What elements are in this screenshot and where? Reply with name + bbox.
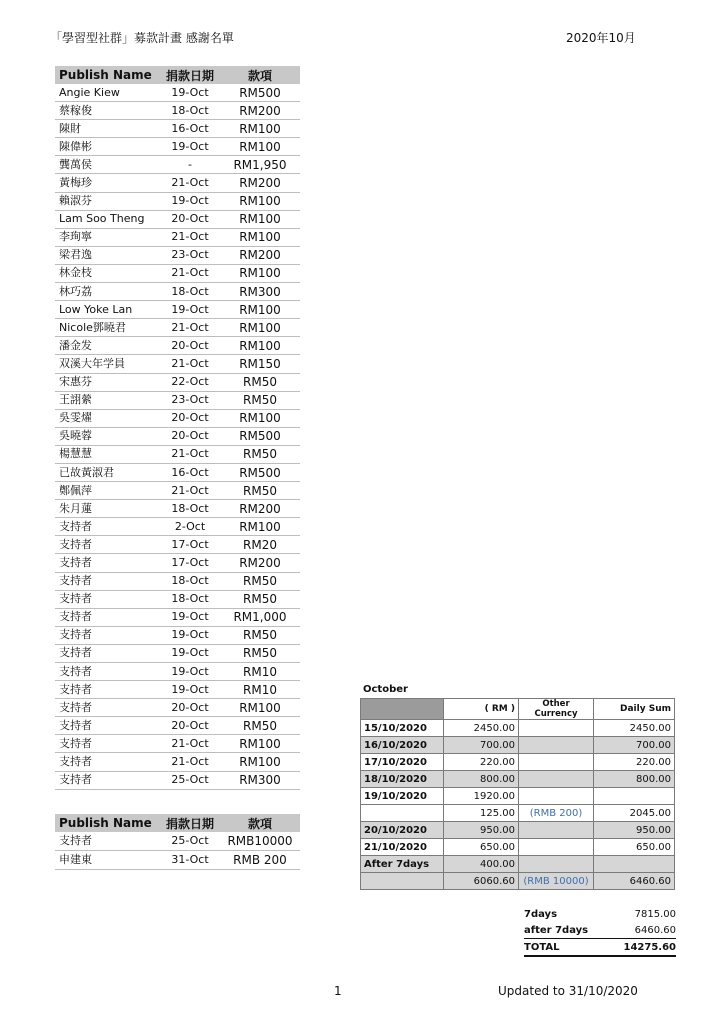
donation-date: 25-Oct bbox=[160, 832, 220, 851]
donor-name: 双溪大年学員 bbox=[55, 355, 160, 373]
donation-date: 20-Oct bbox=[160, 337, 220, 355]
donation-amount: RMB10000 bbox=[220, 832, 300, 851]
donation-date: 19-Oct bbox=[160, 84, 220, 102]
table-row bbox=[55, 608, 300, 626]
donor-name: 支持者 bbox=[55, 518, 160, 536]
donation-date: 19-Oct bbox=[160, 663, 220, 681]
daily-other-currency bbox=[519, 754, 594, 771]
donor-name: 支持者 bbox=[55, 735, 160, 753]
donor-name: 龔萬侯 bbox=[55, 156, 160, 174]
donation-date: 21-Oct bbox=[160, 735, 220, 753]
donation-amount: RM100 bbox=[220, 699, 300, 717]
donation-amount: RM1,000 bbox=[220, 608, 300, 626]
donation-amount: RM300 bbox=[220, 771, 300, 789]
donation-amount: RM150 bbox=[220, 355, 300, 373]
donor-name: 梁君逸 bbox=[55, 246, 160, 264]
table-row bbox=[55, 663, 300, 681]
donation-amount: RM300 bbox=[220, 283, 300, 301]
daily-rm: 125.00 bbox=[444, 805, 519, 822]
table-row bbox=[55, 572, 300, 590]
summary-row bbox=[524, 906, 676, 922]
col-header-date bbox=[361, 699, 444, 720]
donor-name: 潘金发 bbox=[55, 337, 160, 355]
daily-other-currency bbox=[519, 720, 594, 737]
table-row bbox=[55, 536, 300, 554]
daily-rm: 220.00 bbox=[444, 754, 519, 771]
summary-value: 6460.60 bbox=[596, 922, 676, 939]
donation-date: 21-Oct bbox=[160, 264, 220, 282]
table-row bbox=[55, 644, 300, 662]
table-row bbox=[55, 409, 300, 427]
donation-date: 19-Oct bbox=[160, 608, 220, 626]
table-row bbox=[55, 699, 300, 717]
daily-date: 21/10/2020 bbox=[361, 839, 444, 856]
donation-date: 25-Oct bbox=[160, 771, 220, 789]
table-row bbox=[55, 174, 300, 192]
table-row bbox=[55, 264, 300, 282]
table-row bbox=[55, 832, 300, 851]
summary-label: 7days bbox=[524, 908, 558, 920]
donor-name: 吳雯燿 bbox=[55, 409, 160, 427]
daily-rm: 800.00 bbox=[444, 771, 519, 788]
daily-sum: 650.00 bbox=[594, 839, 675, 856]
table-row bbox=[55, 301, 300, 319]
donor-name: 陳偉彬 bbox=[55, 138, 160, 156]
daily-row bbox=[361, 873, 675, 890]
table-row bbox=[55, 445, 300, 463]
daily-row bbox=[361, 839, 675, 856]
donation-date: 17-Oct bbox=[160, 536, 220, 554]
donor-name: 支持者 bbox=[55, 681, 160, 699]
donation-date: 21-Oct bbox=[160, 355, 220, 373]
daily-date bbox=[361, 873, 444, 890]
daily-table-body bbox=[361, 720, 675, 890]
donation-date: 20-Oct bbox=[160, 699, 220, 717]
col-header-amount: 款項 bbox=[220, 66, 300, 84]
donation-amount: RM20 bbox=[220, 536, 300, 554]
donor-name: 已故黃淑君 bbox=[55, 463, 160, 481]
donation-amount: RMB 200 bbox=[220, 851, 300, 870]
summary-row bbox=[524, 922, 676, 939]
donation-amount: RM100 bbox=[220, 337, 300, 355]
daily-date: After 7days bbox=[361, 856, 444, 873]
donor-table bbox=[55, 66, 300, 790]
donation-amount: RM50 bbox=[220, 717, 300, 735]
daily-date: 18/10/2020 bbox=[361, 771, 444, 788]
donation-amount: RM100 bbox=[220, 753, 300, 771]
donor-name: 蔡稼俊 bbox=[55, 102, 160, 120]
donation-amount: RM500 bbox=[220, 463, 300, 481]
table-row bbox=[55, 246, 300, 264]
table-row bbox=[55, 355, 300, 373]
daily-sum: 950.00 bbox=[594, 822, 675, 839]
donation-amount: RM10 bbox=[220, 681, 300, 699]
table-row bbox=[55, 681, 300, 699]
daily-rm: 6060.60 bbox=[444, 873, 519, 890]
daily-sum: 800.00 bbox=[594, 771, 675, 788]
table-row bbox=[55, 771, 300, 789]
donation-amount: RM50 bbox=[220, 590, 300, 608]
donation-date: 31-Oct bbox=[160, 851, 220, 870]
donation-amount: RM50 bbox=[220, 391, 300, 409]
donor-name: 支持者 bbox=[55, 753, 160, 771]
col-header-rm: ( RM ) bbox=[444, 699, 519, 720]
donation-amount: RM50 bbox=[220, 373, 300, 391]
daily-rm: 650.00 bbox=[444, 839, 519, 856]
table-row bbox=[55, 482, 300, 500]
donation-date: 21-Oct bbox=[160, 445, 220, 463]
donation-date: - bbox=[160, 156, 220, 174]
daily-row bbox=[361, 822, 675, 839]
donation-amount: RM50 bbox=[220, 572, 300, 590]
donation-date: 20-Oct bbox=[160, 409, 220, 427]
daily-sum: 2045.00 bbox=[594, 805, 675, 822]
page-date: 2020年10月 bbox=[566, 31, 636, 45]
table-row bbox=[55, 210, 300, 228]
table-row bbox=[55, 554, 300, 572]
donor-name: 黃梅珍 bbox=[55, 174, 160, 192]
donation-date: 21-Oct bbox=[160, 753, 220, 771]
donation-date: 16-Oct bbox=[160, 463, 220, 481]
donation-date: 18-Oct bbox=[160, 102, 220, 120]
donation-amount: RM100 bbox=[220, 138, 300, 156]
donor-name: Low Yoke Lan bbox=[55, 301, 160, 319]
updated-note: Updated to 31/10/2020 bbox=[498, 984, 638, 998]
donation-date: 18-Oct bbox=[160, 500, 220, 518]
donation-date: 23-Oct bbox=[160, 246, 220, 264]
donor-table-body bbox=[55, 84, 300, 789]
table-row bbox=[55, 735, 300, 753]
daily-sum: 700.00 bbox=[594, 737, 675, 754]
donation-date: 19-Oct bbox=[160, 138, 220, 156]
donation-amount: RM10 bbox=[220, 663, 300, 681]
daily-row bbox=[361, 720, 675, 737]
donation-amount: RM100 bbox=[220, 228, 300, 246]
donor-name: 林金枝 bbox=[55, 264, 160, 282]
table-row bbox=[55, 283, 300, 301]
table-row bbox=[55, 120, 300, 138]
donation-amount: RM100 bbox=[220, 210, 300, 228]
donation-date: 22-Oct bbox=[160, 373, 220, 391]
donation-date: 19-Oct bbox=[160, 626, 220, 644]
table-row bbox=[55, 463, 300, 481]
donation-amount: RM100 bbox=[220, 319, 300, 337]
donation-amount: RM200 bbox=[220, 246, 300, 264]
donation-date: 21-Oct bbox=[160, 319, 220, 337]
daily-date: 16/10/2020 bbox=[361, 737, 444, 754]
daily-sum bbox=[594, 856, 675, 873]
donation-date: 20-Oct bbox=[160, 427, 220, 445]
summary-label: TOTAL bbox=[524, 939, 596, 957]
donor-name: 賴淑芬 bbox=[55, 192, 160, 210]
table-row bbox=[55, 373, 300, 391]
donation-date: 17-Oct bbox=[160, 554, 220, 572]
daily-other-currency: (RMB 200) bbox=[519, 805, 594, 822]
summary-label: after 7days bbox=[524, 922, 596, 939]
daily-rm: 2450.00 bbox=[444, 720, 519, 737]
table-row bbox=[55, 518, 300, 536]
donation-date: 19-Oct bbox=[160, 301, 220, 319]
donation-date: 19-Oct bbox=[160, 681, 220, 699]
table-row bbox=[55, 391, 300, 409]
daily-sum-table bbox=[360, 698, 675, 890]
donation-amount: RM200 bbox=[220, 174, 300, 192]
donor-name: Lam Soo Theng bbox=[55, 210, 160, 228]
daily-other-currency: (RMB 10000) bbox=[519, 873, 594, 890]
donation-amount: RM100 bbox=[220, 518, 300, 536]
donor-name: 支持者 bbox=[55, 832, 160, 851]
daily-other-currency bbox=[519, 737, 594, 754]
daily-date: 17/10/2020 bbox=[361, 754, 444, 771]
donation-amount: RM50 bbox=[220, 626, 300, 644]
daily-other-currency bbox=[519, 771, 594, 788]
foreign-donor-table-body bbox=[55, 832, 300, 870]
table-row bbox=[55, 427, 300, 445]
donation-date: 16-Oct bbox=[160, 120, 220, 138]
daily-header-row bbox=[361, 699, 675, 720]
daily-sum bbox=[594, 788, 675, 805]
donor-name: 楊慧慧 bbox=[55, 445, 160, 463]
donation-date: 2-Oct bbox=[160, 518, 220, 536]
table-row bbox=[55, 753, 300, 771]
summary-value: 14275.60 bbox=[596, 939, 676, 957]
table-row bbox=[55, 156, 300, 174]
donor-name: 支持者 bbox=[55, 717, 160, 735]
donor-name: 支持者 bbox=[55, 536, 160, 554]
donation-date: 18-Oct bbox=[160, 590, 220, 608]
donor-name: 王詡縈 bbox=[55, 391, 160, 409]
daily-row bbox=[361, 754, 675, 771]
donation-amount: RM100 bbox=[220, 120, 300, 138]
col-header-name: Publish Name bbox=[55, 66, 160, 84]
col-header-other-currency: Other Currency bbox=[519, 699, 594, 720]
col-header-daily-sum: Daily Sum bbox=[594, 699, 675, 720]
table-row bbox=[55, 337, 300, 355]
page-number: 1 bbox=[334, 984, 342, 998]
col-header-amount: 款項 bbox=[220, 814, 300, 832]
daily-other-currency bbox=[519, 839, 594, 856]
daily-rm: 700.00 bbox=[444, 737, 519, 754]
donation-amount: RM500 bbox=[220, 84, 300, 102]
daily-sum: 6460.60 bbox=[594, 873, 675, 890]
donation-amount: RM50 bbox=[220, 644, 300, 662]
daily-other-currency bbox=[519, 822, 594, 839]
table-header-row bbox=[55, 814, 300, 832]
daily-other-currency bbox=[519, 788, 594, 805]
table-row bbox=[55, 102, 300, 120]
donor-name: Nicole鄧曉君 bbox=[55, 319, 160, 337]
donation-date: 19-Oct bbox=[160, 644, 220, 662]
donor-name: 支持者 bbox=[55, 626, 160, 644]
donation-amount: RM200 bbox=[220, 102, 300, 120]
daily-rm: 400.00 bbox=[444, 856, 519, 873]
daily-sum: 2450.00 bbox=[594, 720, 675, 737]
donor-name: 支持者 bbox=[55, 699, 160, 717]
donation-date: 23-Oct bbox=[160, 391, 220, 409]
table-header-row bbox=[55, 66, 300, 84]
daily-row bbox=[361, 771, 675, 788]
donation-amount: RM100 bbox=[220, 409, 300, 427]
donor-name: 支持者 bbox=[55, 771, 160, 789]
donation-date: 18-Oct bbox=[160, 572, 220, 590]
daily-sum: 220.00 bbox=[594, 754, 675, 771]
donor-name: 朱月蓮 bbox=[55, 500, 160, 518]
donation-amount: RM100 bbox=[220, 301, 300, 319]
donation-amount: RM100 bbox=[220, 735, 300, 753]
table-row bbox=[55, 228, 300, 246]
donor-name: 吳曉蓉 bbox=[55, 427, 160, 445]
summary-value: 7815.00 bbox=[634, 908, 676, 920]
donation-amount: RM50 bbox=[220, 482, 300, 500]
donation-date: 20-Oct bbox=[160, 210, 220, 228]
donor-name: 支持者 bbox=[55, 554, 160, 572]
donor-name: 支持者 bbox=[55, 590, 160, 608]
donation-date: 18-Oct bbox=[160, 283, 220, 301]
col-header-name: Publish Name bbox=[55, 814, 160, 832]
summary-table bbox=[524, 906, 676, 957]
daily-rm: 950.00 bbox=[444, 822, 519, 839]
table-row bbox=[55, 319, 300, 337]
table-row bbox=[55, 138, 300, 156]
donation-amount: RM200 bbox=[220, 500, 300, 518]
donation-date: 21-Oct bbox=[160, 482, 220, 500]
donor-name: 申建東 bbox=[55, 851, 160, 870]
donor-name: 支持者 bbox=[55, 608, 160, 626]
donor-name: 支持者 bbox=[55, 663, 160, 681]
daily-rm: 1920.00 bbox=[444, 788, 519, 805]
table-row bbox=[55, 590, 300, 608]
donation-amount: RM50 bbox=[220, 445, 300, 463]
page-title: 「學習型社群」募款計畫 感謝名單 bbox=[50, 31, 234, 45]
donation-date: 19-Oct bbox=[160, 192, 220, 210]
donation-amount: RM1,950 bbox=[220, 156, 300, 174]
donation-date: 21-Oct bbox=[160, 174, 220, 192]
donation-amount: RM200 bbox=[220, 554, 300, 572]
daily-other-currency bbox=[519, 856, 594, 873]
table-row bbox=[55, 500, 300, 518]
table-row bbox=[55, 851, 300, 870]
table-row bbox=[55, 717, 300, 735]
table-row bbox=[55, 84, 300, 102]
col-header-date: 捐款日期 bbox=[160, 814, 220, 832]
daily-row bbox=[361, 805, 675, 822]
donor-name: 林巧荔 bbox=[55, 283, 160, 301]
foreign-donor-table bbox=[55, 814, 300, 870]
donor-name: 支持者 bbox=[55, 644, 160, 662]
daily-date: 15/10/2020 bbox=[361, 720, 444, 737]
summary-total-row bbox=[524, 939, 676, 957]
table-row bbox=[55, 626, 300, 644]
donation-amount: RM500 bbox=[220, 427, 300, 445]
daily-date bbox=[361, 805, 444, 822]
daily-date: 20/10/2020 bbox=[361, 822, 444, 839]
daily-date: 19/10/2020 bbox=[361, 788, 444, 805]
donor-name: 李珣寧 bbox=[55, 228, 160, 246]
donation-amount: RM100 bbox=[220, 192, 300, 210]
donor-name: Angie Kiew bbox=[55, 84, 160, 102]
col-header-date: 捐款日期 bbox=[160, 66, 220, 84]
daily-row bbox=[361, 856, 675, 873]
daily-table-label: October bbox=[363, 684, 408, 695]
donation-date: 21-Oct bbox=[160, 228, 220, 246]
donor-name: 支持者 bbox=[55, 572, 160, 590]
daily-row bbox=[361, 788, 675, 805]
donation-date: 20-Oct bbox=[160, 717, 220, 735]
donor-name: 宋惠芬 bbox=[55, 373, 160, 391]
daily-row bbox=[361, 737, 675, 754]
donation-amount: RM100 bbox=[220, 264, 300, 282]
table-row bbox=[55, 192, 300, 210]
donor-name: 鄭佩萍 bbox=[55, 482, 160, 500]
donor-name: 陳財 bbox=[55, 120, 160, 138]
